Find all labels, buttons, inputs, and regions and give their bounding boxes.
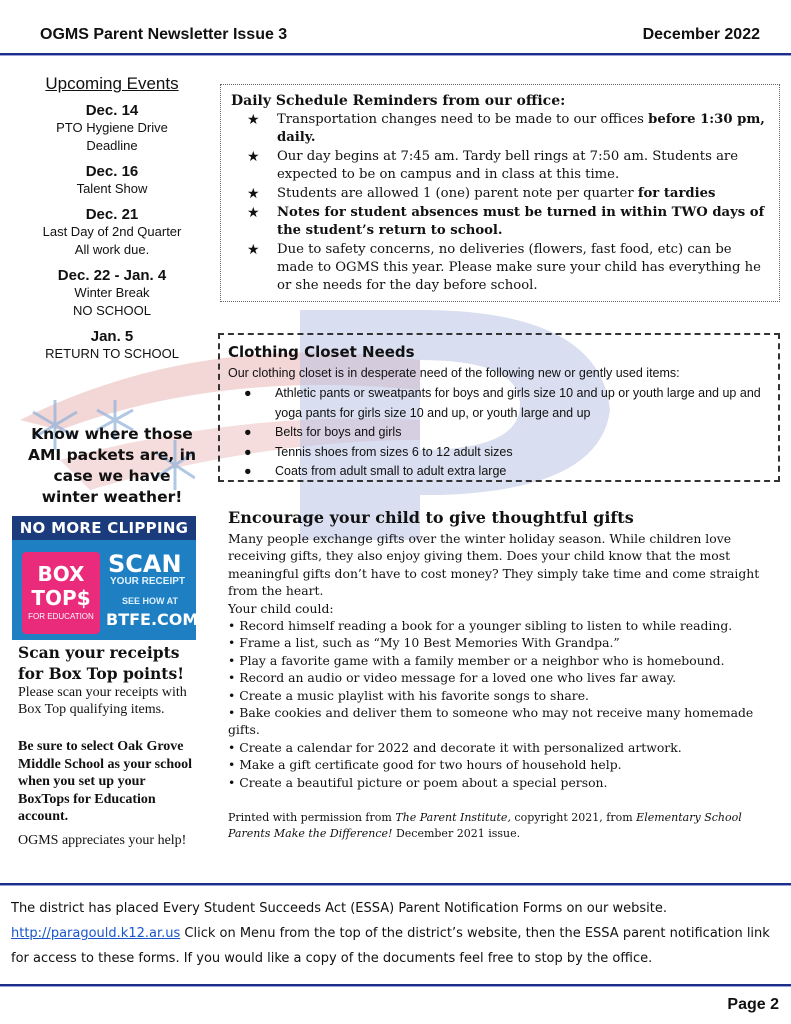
boxtops-see-how: SEE HOW AT <box>122 596 178 606</box>
bullet-icon: ● <box>244 444 252 459</box>
event-date: Dec. 16 <box>85 163 139 180</box>
event-date: Dec. 14 <box>85 102 139 119</box>
event-item <box>12 102 212 155</box>
event-desc: PTO Hygiene Drive <box>56 120 168 135</box>
gifts-intro: Many people exchange gifts over the winter holiday season. While children love receiving gifts, they also enjoy giving them. Does your child know that the most meaningful gifts don’t have to cost money? They simply take time and come straight from the heart. <box>228 531 760 599</box>
scan-thanks: OGMS appreciates your help! <box>18 833 187 848</box>
boxtops-receipt: YOUR RECEIPT <box>110 576 186 587</box>
gift-idea: • Frame a list, such as “My 10 Best Memories With Grandpa.” <box>228 635 620 651</box>
scan-paragraph: Please scan your receipts with Box Top qualifying items. <box>18 685 187 717</box>
article-credit: Printed with permission from The Parent Institute, copyright 2021, from Elementary School Parents Make the Difference! December 2021 issue. <box>228 811 742 840</box>
boxtops-scan: SCAN <box>108 550 182 578</box>
event-date: Jan. 5 <box>90 328 134 345</box>
event-desc: Deadline <box>86 138 138 153</box>
bullet-icon: ● <box>244 464 252 478</box>
event-item <box>12 267 212 320</box>
closet-item: ● Belts for boys and girls <box>228 423 770 443</box>
closet-item: ● Tennis shoes from sizes 6 to 12 adult sizes <box>228 443 770 463</box>
page-number: Page 2 <box>727 996 779 1013</box>
clothing-closet-box <box>218 333 780 482</box>
scan-instructions: Be sure to select Oak Grove Middle School as your school when you set up your BoxTops for Education account. <box>18 739 192 824</box>
star-icon: ★ <box>247 149 260 165</box>
star-icon: ★ <box>247 242 260 258</box>
event-item <box>12 328 212 363</box>
event-desc: Last Day of 2nd Quarter <box>42 224 182 239</box>
upcoming-events <box>12 74 212 363</box>
event-desc: NO SCHOOL <box>72 303 151 318</box>
boxtops-banner: NO MORE CLIPPING <box>12 516 196 540</box>
essa-line: The district has placed Every Student Succeeds Act (ESSA) Parent Notification Forms on our website. <box>11 901 667 916</box>
event-desc: RETURN TO SCHOOL <box>45 346 179 361</box>
bottom-divider <box>0 984 791 987</box>
boxtops-graphic <box>12 516 199 640</box>
schedule-item: ★ Students are allowed 1 (one) parent note per quarter for tardies <box>247 186 716 202</box>
district-website-link[interactable]: http://paragould.k12.ar.us <box>11 926 181 941</box>
boxtops-site: BTFE.COM <box>106 610 199 629</box>
boxtops-logo: BOX TOP$ FOR EDUCATION <box>22 552 100 634</box>
schedule-item: ★ Notes for student absences must be turned in within TWO days of the student’s return to school. <box>247 205 765 238</box>
gifts-lead: Your child could: <box>228 600 334 616</box>
gift-idea: • Create a music playlist with his favorite songs to share. <box>228 687 589 703</box>
event-item <box>12 163 212 198</box>
bullet-icon: ● <box>244 425 252 439</box>
gift-idea: • Play a favorite game with a family member or a neighbor who is homebound. <box>228 652 725 668</box>
star-icon: ★ <box>247 112 260 128</box>
gift-idea: • Make a gift certificate good for two hours of household help. <box>228 757 622 773</box>
event-date: Dec. 21 <box>85 206 139 223</box>
event-desc: All work due. <box>74 242 150 257</box>
events-title: Upcoming Events <box>45 74 179 93</box>
schedule-item: ★ Transportation changes need to be made to our offices before 1:30 pm, daily. <box>247 112 765 145</box>
schedule-item: ★ Our day begins at 7:45 am. Tardy bell rings at 7:50 am. Students are expected to be on campus and in class at this time. <box>247 149 739 182</box>
essa-notice <box>11 896 786 971</box>
bullet-icon: ● <box>244 386 252 400</box>
event-desc: Winter Break <box>74 285 150 300</box>
essa-line: http://paragould.k12.ar.us Click on Menu from the top of the district’s website, then the ESSA parent notification link for access to these forms. If you would like a copy of the documents feel free to stop by the office. <box>11 926 770 966</box>
ami-reminder: Know where those AMI packets are, in case we have winter weather! <box>27 425 196 506</box>
scan-title: Scan your receipts for Box Top points! <box>18 643 184 683</box>
gifts-article <box>228 530 778 791</box>
closet-item: ● Athletic pants or sweatpants for boys and girls size 10 and up or youth large and up and yoga pants for girls size 10 and up, or youth large and up <box>244 386 761 420</box>
closet-item: ● Coats from adult small to adult extra large <box>228 462 770 482</box>
star-icon: ★ <box>247 186 260 202</box>
closet-title: Clothing Closet Needs <box>228 343 415 361</box>
gift-idea: • Record himself reading a book for a younger sibling to listen to while reading. <box>228 618 733 634</box>
event-item <box>12 206 212 259</box>
gift-idea: • Create a calendar for 2022 and decorate it with personalized artwork. <box>228 739 682 755</box>
gift-idea: • Bake cookies and deliver them to someone who may not receive many homemade gifts. <box>228 705 754 738</box>
middle-divider <box>0 883 791 886</box>
top-divider <box>0 53 791 56</box>
closet-intro: Our clothing closet is in desperate need of the following new or gently used items: <box>228 366 680 380</box>
schedule-title: Daily Schedule Reminders from our office: <box>231 93 566 109</box>
schedule-reminders-box <box>220 84 780 302</box>
gift-idea: • Record an audio or video message for a loved one who lives far away. <box>228 670 677 686</box>
gifts-title: Encourage your child to give thoughtful gifts <box>228 508 634 527</box>
event-date: Dec. 22 - Jan. 4 <box>57 267 167 284</box>
newsletter-date: December 2022 <box>642 26 760 43</box>
newsletter-title: OGMS Parent Newsletter Issue 3 <box>40 26 288 43</box>
star-icon: ★ <box>247 205 260 221</box>
event-desc: Talent Show <box>76 181 148 196</box>
gift-idea: • Create a beautiful picture or poem about a special person. <box>228 774 608 790</box>
schedule-item: ★ Due to safety concerns, no deliveries (flowers, fast food, etc) can be made to OGMS this year. Please make sure your child has everything he or she needs for the day before school. <box>247 242 761 293</box>
